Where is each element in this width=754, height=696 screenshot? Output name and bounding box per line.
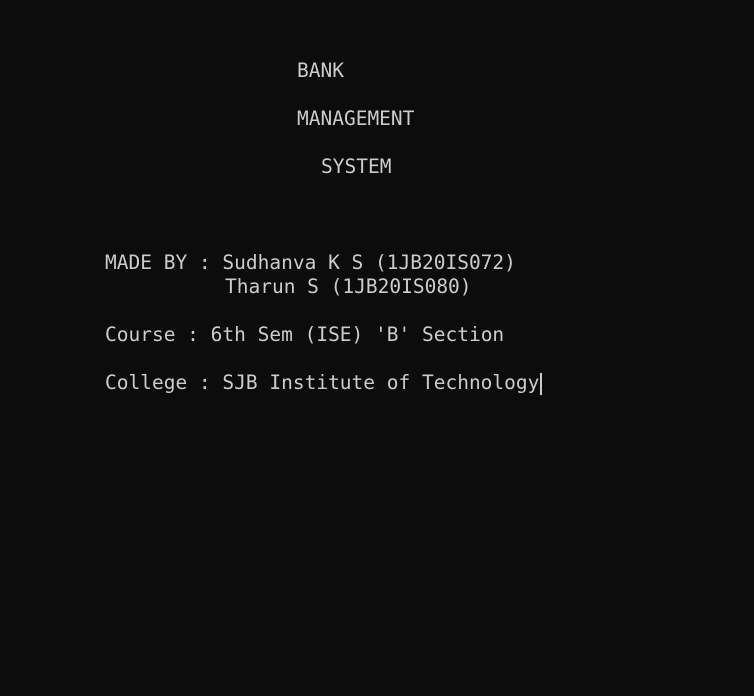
text-cursor (540, 373, 542, 395)
title-line-system: SYSTEM (321, 155, 392, 178)
course-value: 6th Sem (ISE) 'B' Section (210, 323, 505, 346)
title-line-bank: BANK (297, 59, 344, 82)
course-line (105, 323, 504, 347)
college-value: SJB Institute of Technology (222, 371, 540, 394)
made-by-line (105, 251, 516, 275)
author-1: Sudhanva K S (1JB20IS072) (222, 251, 516, 274)
author-2: Tharun S (1JB20IS080) (225, 275, 472, 298)
course-label: Course : (105, 323, 211, 346)
college-line (105, 371, 542, 395)
college-label: College : (105, 371, 223, 394)
title-line-management: MANAGEMENT (297, 107, 415, 130)
made-by-label: MADE BY : (105, 251, 223, 274)
